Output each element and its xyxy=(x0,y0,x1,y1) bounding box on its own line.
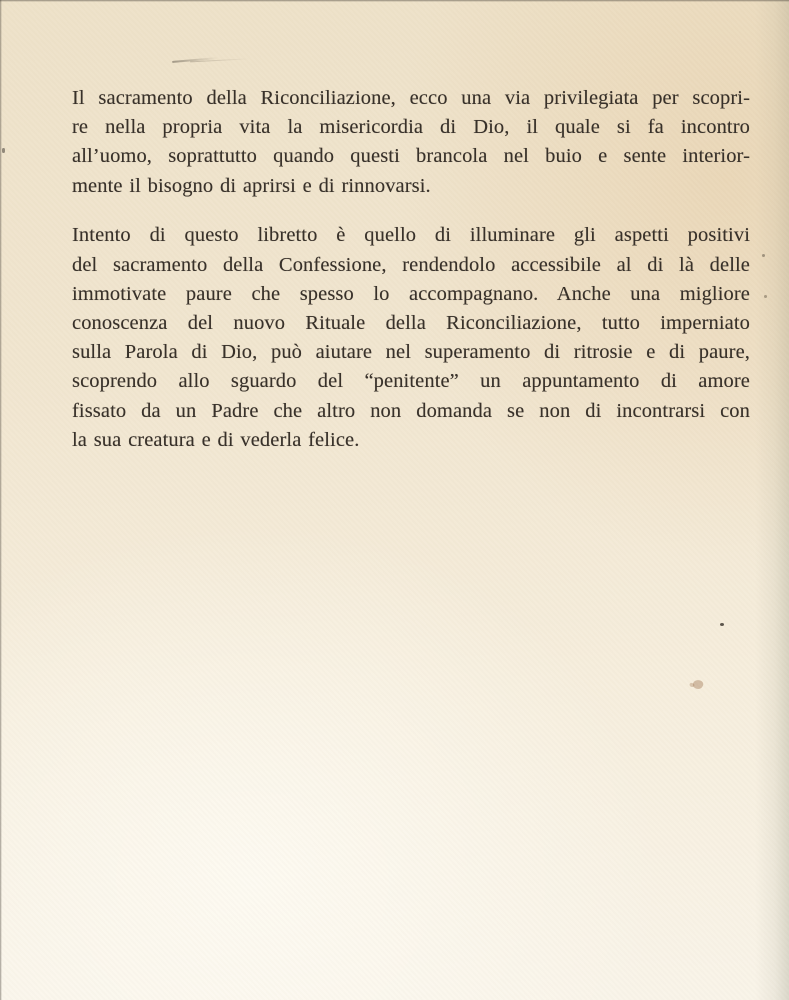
text-line: immotivate paure che spesso lo accompagnano. Anche una migliore xyxy=(72,282,750,305)
paper-speck xyxy=(764,295,767,298)
text-line: conoscenza del nuovo Rituale della Riconciliazione, tutto imperniato xyxy=(72,311,750,334)
text-line: la sua creatura e di vederla felice. xyxy=(72,428,360,451)
text-line: sulla Parola di Dio, può aiutare nel superamento di ritrosie e di paure, xyxy=(72,341,750,364)
text-line: all’uomo, soprattutto quando questi brancola nel buio e sente interior- xyxy=(72,145,750,168)
text-line: Il sacramento della Riconciliazione, ecco una via privilegiata per scopri- xyxy=(72,87,750,109)
text-line: re nella propria vita la misericordia di Dio, il quale si fa incontro xyxy=(72,116,750,139)
text-line: fissato da un Padre che altro non domanda se non di incontrarsi con xyxy=(72,399,750,422)
paper-stain xyxy=(692,679,704,691)
paper-speck xyxy=(2,148,5,153)
paper-speck xyxy=(762,254,765,257)
text-line: scoprendo allo sguardo del “penitente” un appuntamento di amore xyxy=(72,370,750,393)
text-line: Intento di questo libretto è quello di illuminare gli aspetti positivi xyxy=(72,224,750,247)
text-line: del sacramento della Confessione, rendendolo accessibile al di là delle xyxy=(72,253,750,276)
pencil-scratch-mark xyxy=(172,57,218,63)
text-line: mente il bisogno di aprirsi e di rinnovarsi. xyxy=(72,174,431,197)
scan-edge-top xyxy=(0,0,789,2)
paper-speck xyxy=(720,623,724,626)
text-block xyxy=(72,84,750,475)
